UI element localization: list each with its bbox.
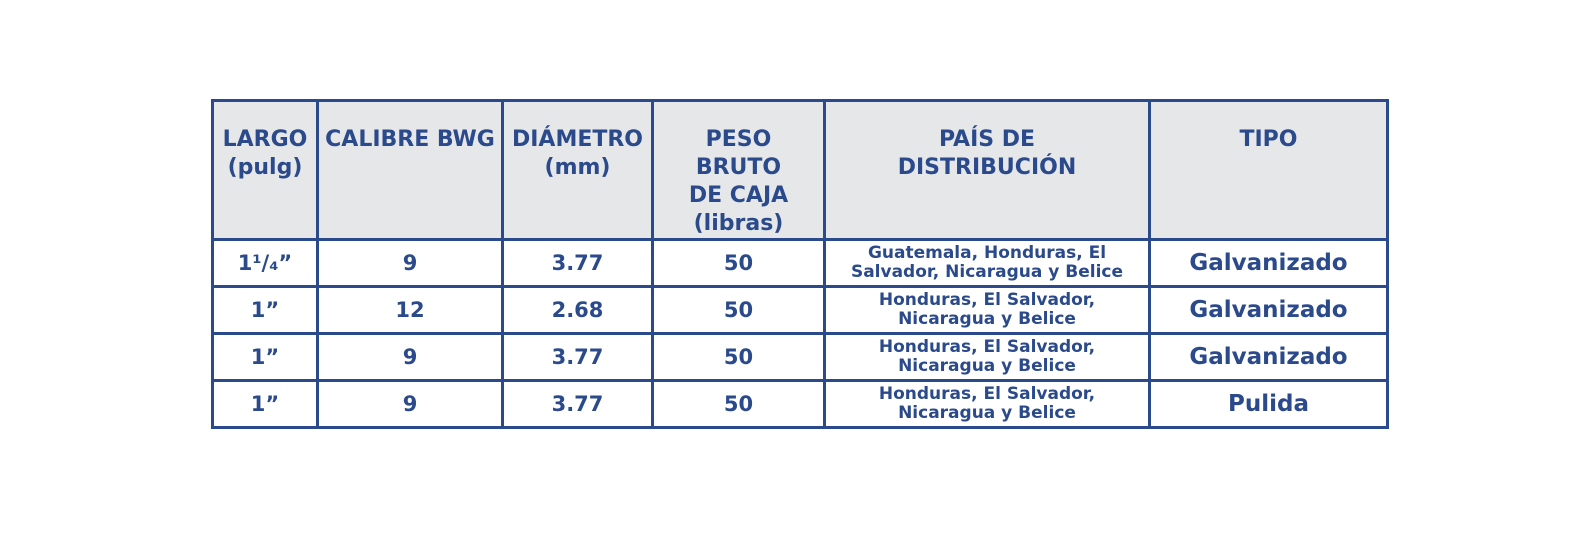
cell-peso: 50 [653, 287, 825, 334]
header-row [213, 101, 1388, 240]
header-diametro: DIÁMETRO (mm) [503, 101, 653, 240]
header-calibre: CALIBRE BWG [318, 101, 503, 240]
cell-largo: 1” [213, 381, 318, 428]
cell-diametro: 2.68 [503, 287, 653, 334]
cell-peso: 50 [653, 381, 825, 428]
cell-tipo: Galvanizado [1150, 334, 1388, 381]
cell-peso: 50 [653, 240, 825, 287]
cell-peso: 50 [653, 334, 825, 381]
cell-calibre: 9 [318, 334, 503, 381]
header-tipo: TIPO [1150, 101, 1388, 240]
header-largo: LARGO (pulg) [213, 101, 318, 240]
cell-calibre: 9 [318, 381, 503, 428]
cell-diametro: 3.77 [503, 334, 653, 381]
table-row [213, 287, 1388, 334]
cell-pais: Honduras, El Salvador, Nicaragua y Belice [825, 381, 1150, 428]
header-peso: PESO BRUTO DE CAJA (libras) [653, 101, 825, 240]
spec-table [211, 99, 1389, 429]
cell-pais: Guatemala, Honduras, El Salvador, Nicaragua y Belice [825, 240, 1150, 287]
cell-diametro: 3.77 [503, 381, 653, 428]
cell-largo: 1¹/₄” [213, 240, 318, 287]
cell-largo: 1” [213, 287, 318, 334]
cell-largo: 1” [213, 334, 318, 381]
cell-pais: Honduras, El Salvador, Nicaragua y Belice [825, 287, 1150, 334]
cell-tipo: Galvanizado [1150, 240, 1388, 287]
table-row [213, 240, 1388, 287]
cell-diametro: 3.77 [503, 240, 653, 287]
cell-pais: Honduras, El Salvador, Nicaragua y Belice [825, 334, 1150, 381]
header-pais: PAÍS DE DISTRIBUCIÓN [825, 101, 1150, 240]
cell-tipo: Galvanizado [1150, 287, 1388, 334]
cell-tipo: Pulida [1150, 381, 1388, 428]
table-row [213, 381, 1388, 428]
table-row [213, 334, 1388, 381]
cell-calibre: 9 [318, 240, 503, 287]
cell-calibre: 12 [318, 287, 503, 334]
